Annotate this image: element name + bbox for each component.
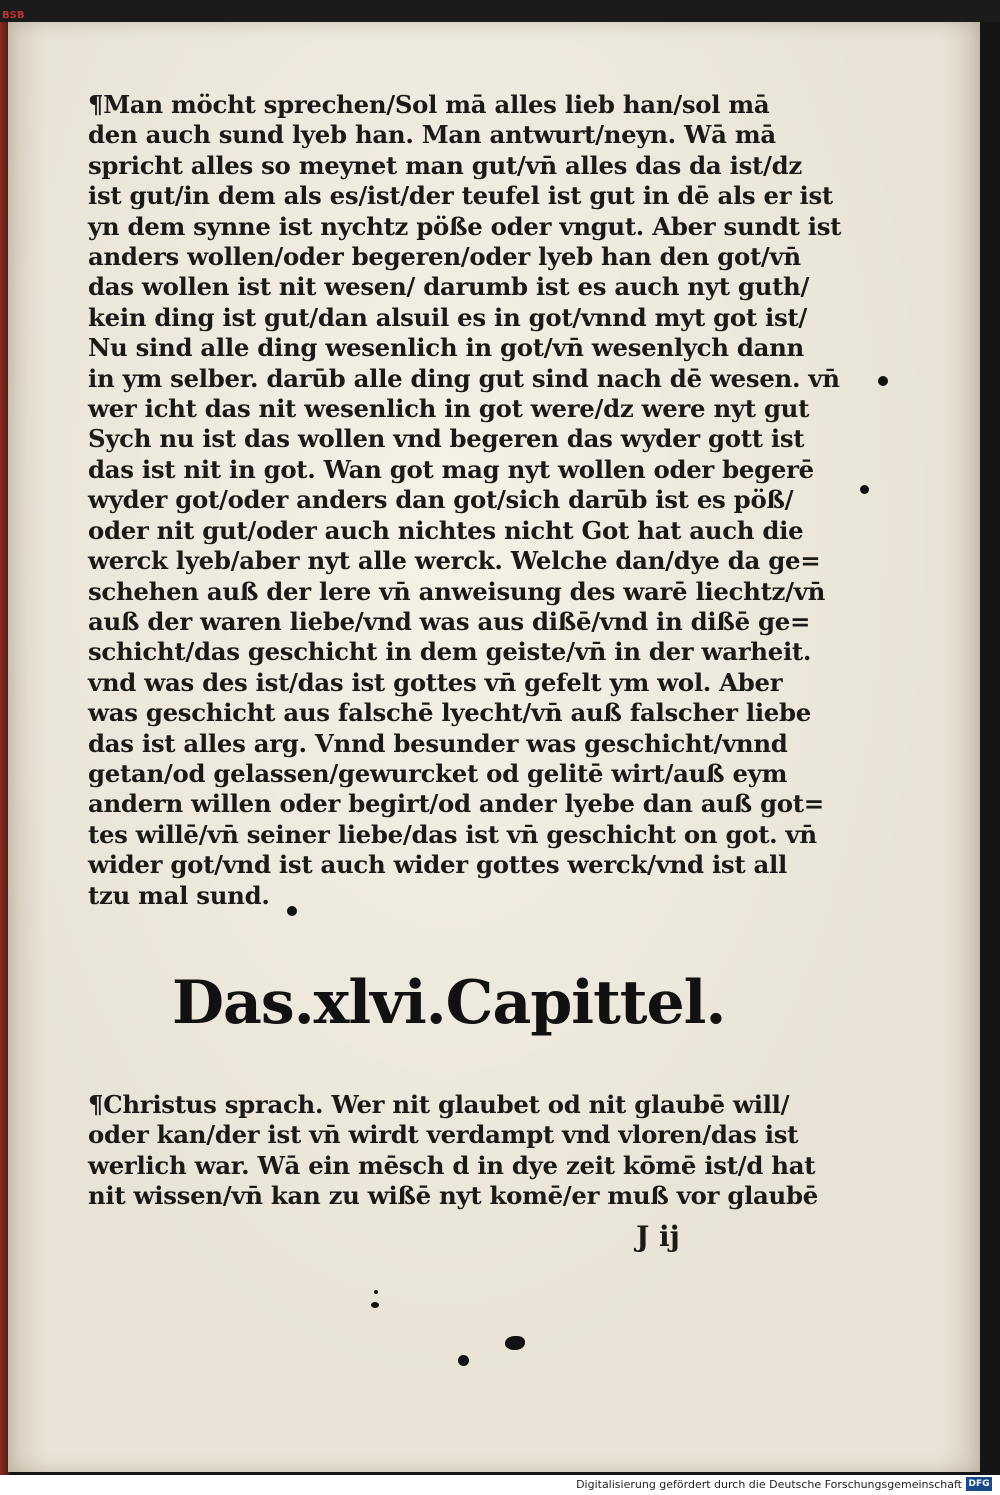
text-line: auß der waren liebe/vnd was aus dißē/vnd in dißē ge= (88, 606, 811, 636)
text-line: wider got/vnd ist auch wider gottes werck/vnd ist all (88, 850, 787, 880)
text-line: ist gut/in dem als es/ist/der teufel ist gut in dē als er ist (88, 181, 833, 211)
text-line: schehen auß der lere vn̄ anweisung des warē liechtz/vn̄ (88, 576, 826, 606)
ink-spot (371, 1302, 379, 1308)
text-line: tzu mal sund. (88, 880, 270, 910)
text-line: tes willē/vn̄ seiner liebe/das ist vn̄ geschicht on got. vn̄ (88, 819, 817, 849)
text-line: nit wissen/vn̄ kan zu wißē nyt komē/er muß vor glaubē (88, 1181, 818, 1211)
signature-mark: J ij (636, 1220, 680, 1253)
text-line: ¶Christus sprach. Wer nit glaubet od nit glaubē will/ (88, 1090, 790, 1119)
ink-spot (287, 906, 297, 916)
ink-spot (458, 1355, 469, 1366)
ink-spot (878, 376, 888, 386)
dfg-logo: DFG (966, 1477, 992, 1491)
text-line: das wollen ist nit wesen/ darumb ist es auch nyt guth/ (88, 272, 810, 302)
ink-spot (860, 485, 869, 494)
text-line: spricht alles so meynet man gut/vn̄ alles das da ist/dz (88, 150, 802, 180)
text-line: das ist nit in got. Wan got mag nyt wollen oder begerē (88, 454, 814, 484)
text-line: yn dem synne ist nychtz pöße oder vngut. Aber sundt ist (88, 211, 842, 241)
text-line: den auch sund lyeb han. Man antwurt/neyn. Wā mā (88, 120, 776, 150)
text-line: werlich war. Wā ein mēsch d in dye zeit kōmē ist/d hat (88, 1150, 816, 1180)
text-line: wyder got/oder anders dan got/sich darūb ist es pöß/ (88, 485, 794, 515)
text-line: was geschicht aus falschē lyecht/vn̄ auß falscher liebe (88, 698, 811, 728)
text-line: anders wollen/oder begeren/oder lyeb han den got/vn̄ (88, 242, 801, 272)
text-line: kein ding ist gut/dan alsuil es in got/vnnd myt got ist/ (88, 302, 807, 332)
text-line: oder nit gut/oder auch nichtes nicht Got hat auch die (88, 515, 804, 545)
text-line: getan/od gelassen/gewurcket od gelitē wirt/auß eym (88, 758, 788, 788)
ink-spot (505, 1336, 525, 1350)
chapter-heading: Das.xlvi.Capittel. (172, 968, 726, 1038)
text-line: schicht/das geschicht in dem geiste/vn̄ in der warheit. (88, 637, 812, 667)
body-text (88, 90, 842, 911)
text-line: in ym selber. darūb alle ding gut sind nach dē wesen. vn̄ (88, 363, 840, 393)
ink-spot (374, 1290, 378, 1294)
text-line: andern willen oder begirt/od ander lyebe dan auß got= (88, 789, 824, 819)
text-line: das ist alles arg. Vnnd besunder was geschicht/vnnd (88, 728, 788, 758)
text-line: Nu sind alle ding wesenlich in got/vn̄ wesenlych dann (88, 333, 804, 363)
scan-background-top (0, 0, 1000, 22)
text-line: werck lyeb/aber nyt alle werck. Welche dan/dye da ge= (88, 546, 821, 576)
funding-credit: Digitalisierung gefördert durch die Deutsche Forschungsgemeinschaft (576, 1478, 962, 1491)
text-line: Sych nu ist das wollen vnd begeren das wyder gott ist (88, 424, 805, 454)
library-logo: BSB (2, 10, 25, 21)
chapter-text (88, 1090, 818, 1212)
text-line: oder kan/der ist vn̄ wirdt verdampt vnd vloren/das ist (88, 1120, 799, 1150)
text-line: vnd was des ist/das ist gottes vn̄ gefelt ym wol. Aber (88, 667, 783, 697)
text-line: wer icht das nit wesenlich in got were/dz were nyt gut (88, 394, 810, 424)
text-line: ¶Man möcht sprechen/Sol mā alles lieb han/sol mā (88, 90, 770, 119)
